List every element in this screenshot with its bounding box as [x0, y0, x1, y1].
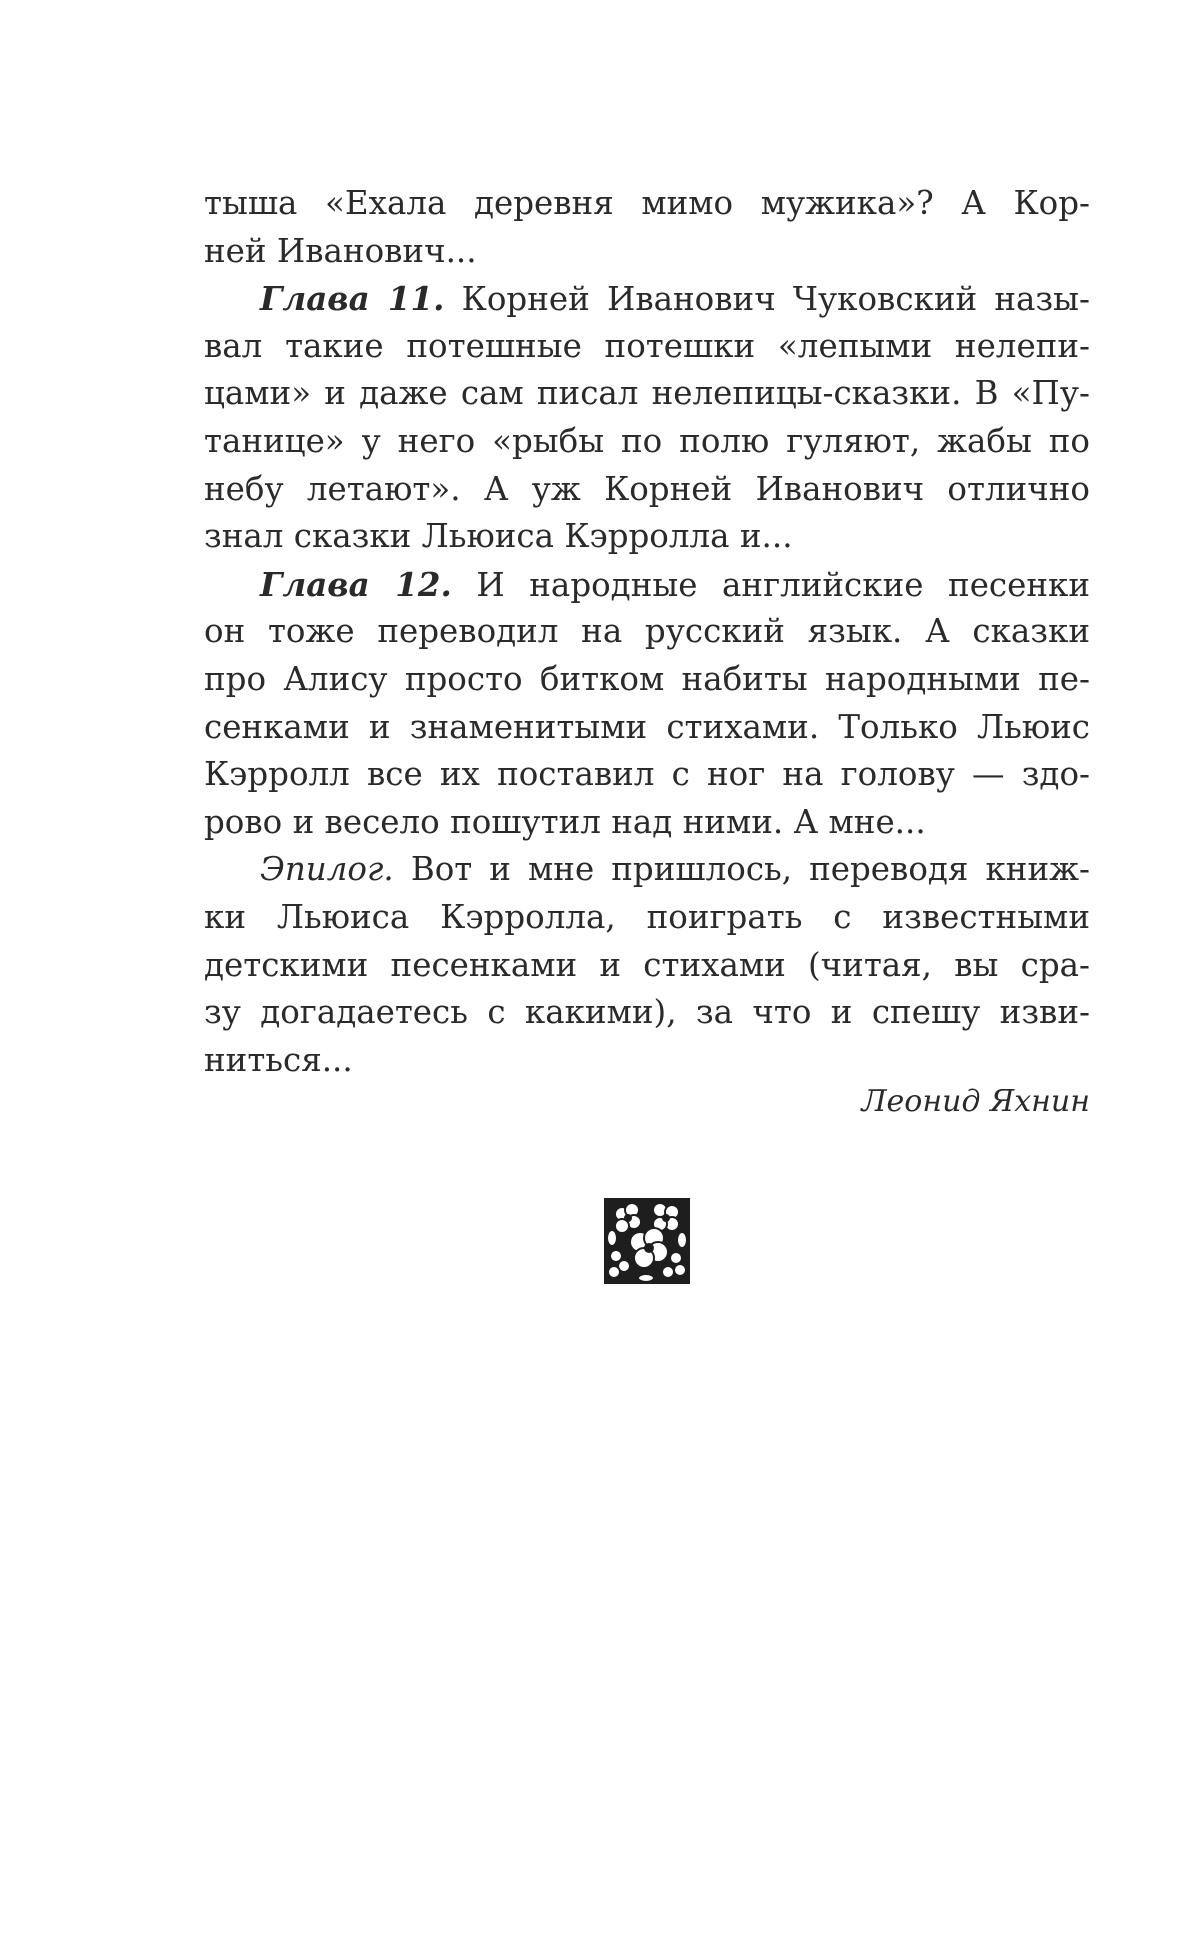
- epilogue-heading: Эпилог.: [260, 850, 394, 889]
- text-line: зу догадаетесь с какими), за что и спешу изви-: [204, 993, 1090, 1032]
- floral-ornament-icon: [604, 1198, 690, 1284]
- paragraph-chapter-11: [204, 275, 1090, 561]
- paragraph-epilogue: [204, 846, 1090, 1084]
- text-line: ниться...: [204, 1040, 353, 1079]
- text-line: рово и весело пошутил над ними. А мне...: [204, 802, 926, 841]
- chapter-heading: Глава 12.: [260, 564, 452, 604]
- text-line: знал сказки Льюиса Кэрролла и...: [204, 517, 793, 556]
- text-line: [204, 561, 1090, 609]
- text-line: тыша «Ехала деревня мимо мужика»? А Кор-: [204, 184, 1090, 222]
- text-line: ки Льюиса Кэрролла, поиграть с известными: [204, 897, 1090, 936]
- text-line: он тоже переводил на русский язык. А сказки: [204, 612, 1090, 651]
- text-line: [204, 275, 1090, 323]
- chapter-heading: Глава 11.: [260, 279, 445, 319]
- text-line: Кэрролл все их поставил с ног на голову — здо-: [204, 755, 1090, 794]
- author-signature: Леонид Яхнин: [861, 1084, 1090, 1119]
- text-run: Вот и мне пришлось, переводя книж-: [393, 850, 1090, 889]
- text-run: Корней Иванович Чуковский назы-: [444, 280, 1091, 319]
- text-line: про Алису просто битком набиты народными пе-: [204, 659, 1090, 698]
- text-line: детскими песенками и стихами (читая, вы сра-: [204, 945, 1090, 984]
- text-run: И народные английские песенки: [451, 565, 1091, 604]
- paragraph-chapter-12: [204, 561, 1090, 847]
- text-line: ней Иванович...: [204, 231, 477, 270]
- text-line: танице» у него «рыбы по полю гуляют, жабы по: [204, 421, 1090, 460]
- text-line: сенками и знаменитыми стихами. Только Льюис: [204, 707, 1090, 746]
- text-line: цами» и даже сам писал нелепицы-сказки. В «Пу-: [204, 374, 1090, 413]
- paragraph-continuation: [204, 180, 1090, 275]
- text-line: небу летают». А уж Корней Иванович отлично: [204, 469, 1090, 508]
- text-line: [204, 846, 1090, 894]
- text-line: вал такие потешные потешки «лепыми нелепи-: [204, 326, 1090, 365]
- text-block: [204, 180, 1090, 1084]
